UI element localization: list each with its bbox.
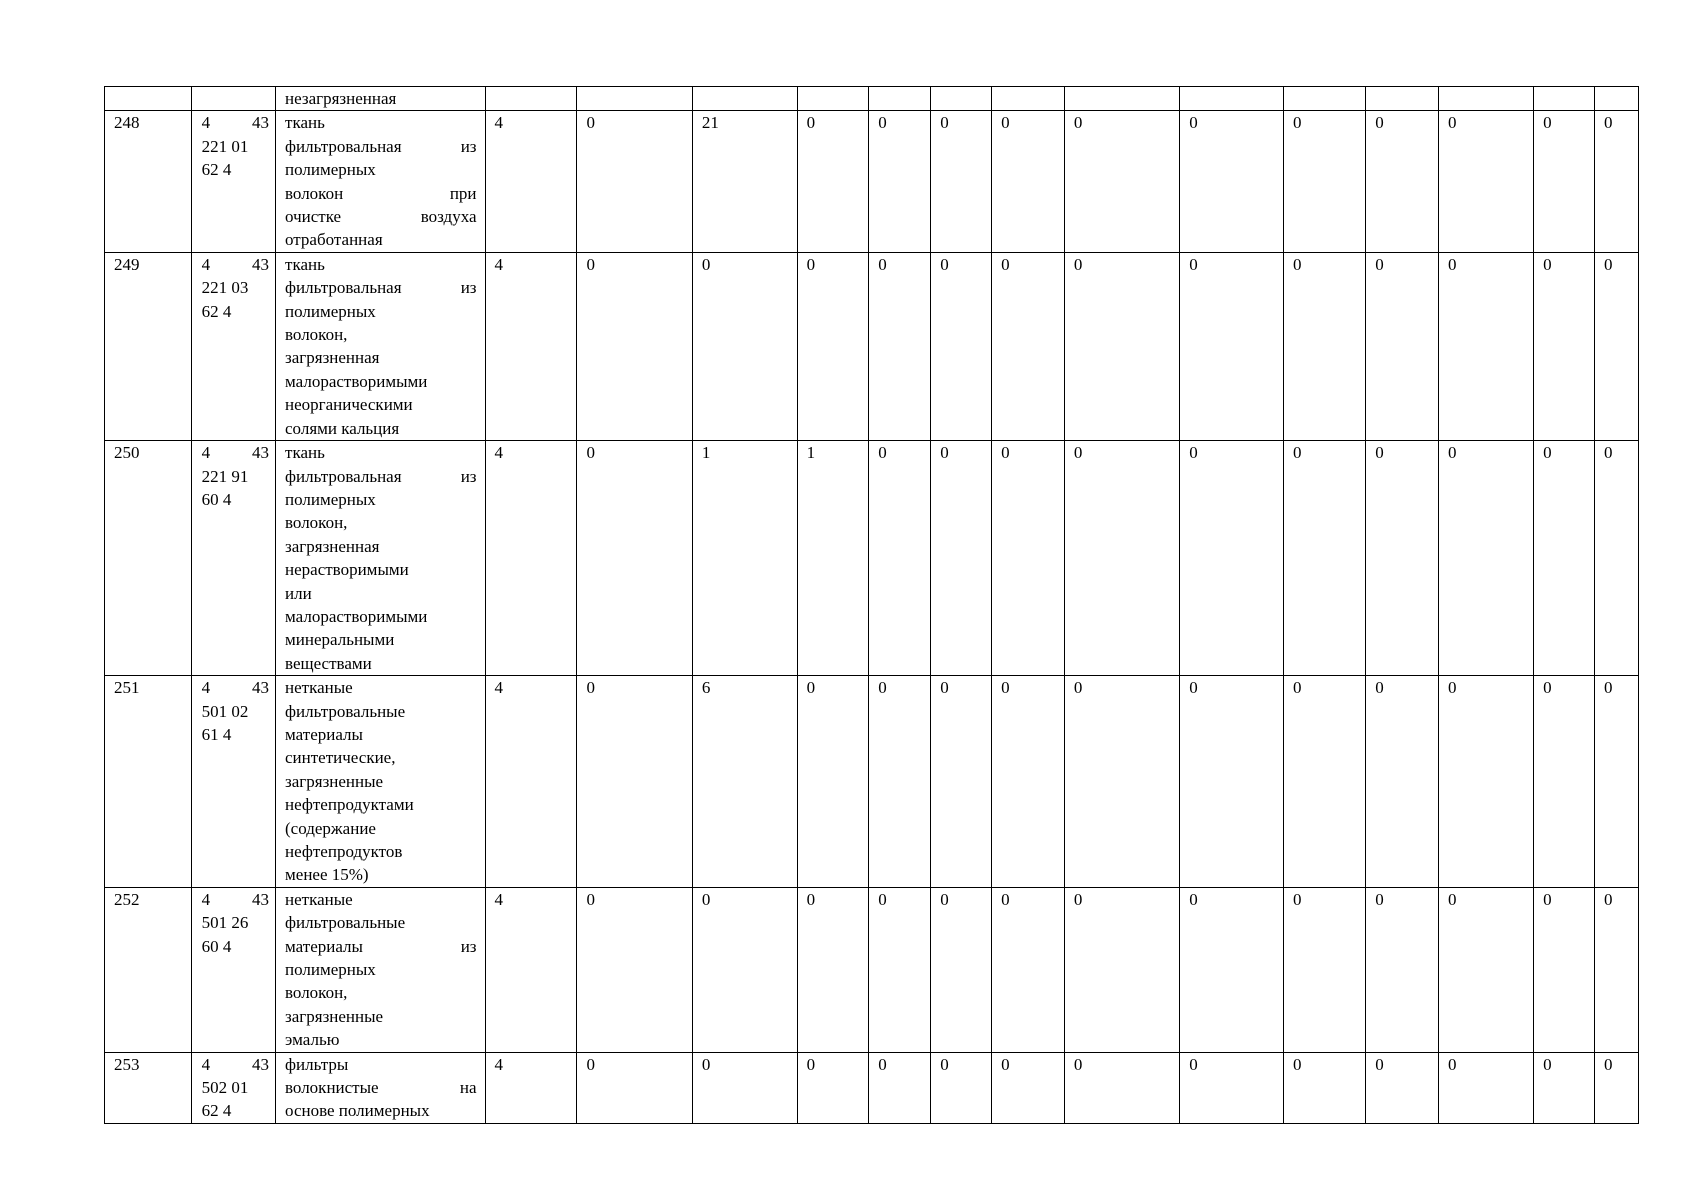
table-row	[105, 111, 1639, 252]
value-cell: 6	[692, 676, 797, 888]
value-cell: 0	[1534, 676, 1595, 888]
value-cell	[1438, 87, 1533, 111]
table-row	[105, 887, 1639, 1052]
value-cell: 0	[869, 252, 931, 440]
table-row	[105, 676, 1639, 888]
waste-code-cell	[191, 676, 275, 888]
waste-description-line: волокон,	[285, 513, 348, 533]
value-cell	[1283, 87, 1365, 111]
value-cell	[692, 87, 797, 111]
value-cell: 4	[485, 1052, 577, 1123]
value-cell: 0	[692, 1052, 797, 1123]
waste-description-cell	[276, 887, 486, 1052]
waste-code-cell	[191, 111, 275, 252]
value-cell: 0	[1595, 252, 1639, 440]
value-cell: 0	[577, 887, 692, 1052]
waste-code-line: 4 43	[201, 113, 270, 133]
waste-description-cell	[276, 441, 486, 676]
row-number-cell: 253	[105, 1052, 192, 1123]
value-cell: 0	[869, 887, 931, 1052]
value-cell: 4	[485, 676, 577, 888]
value-cell: 0	[797, 676, 869, 888]
row-number-cell: 251	[105, 676, 192, 888]
value-cell: 4	[485, 111, 577, 252]
waste-code-cell	[191, 887, 275, 1052]
value-cell: 0	[1595, 111, 1639, 252]
value-cell: 0	[1064, 887, 1179, 1052]
waste-description-line: веществами	[285, 653, 372, 673]
waste-description-cell	[276, 252, 486, 440]
value-cell: 0	[1180, 111, 1284, 252]
waste-description-line: незагрязненная	[285, 89, 397, 108]
waste-description-line: фильтры	[285, 1054, 349, 1074]
value-cell: 0	[869, 441, 931, 676]
value-cell	[577, 87, 692, 111]
waste-description-line: синтетические,	[285, 748, 396, 768]
waste-code-line: 4 43	[201, 443, 270, 463]
value-cell: 0	[1595, 1052, 1639, 1123]
waste-description-line: ткань	[285, 443, 325, 463]
value-cell: 0	[577, 252, 692, 440]
value-cell: 0	[1534, 441, 1595, 676]
waste-description-line: материалы	[285, 724, 363, 744]
value-cell: 0	[1595, 441, 1639, 676]
value-cell: 0	[1283, 676, 1365, 888]
value-cell: 0	[1366, 111, 1439, 252]
waste-code-line: 502 01	[201, 1078, 249, 1098]
value-cell: 0	[1064, 111, 1179, 252]
waste-description-line: малорастворимыми	[285, 371, 428, 391]
waste-description-line: ткань	[285, 254, 325, 274]
waste-code-line: 501 26	[201, 913, 249, 933]
waste-description-line: минеральными	[285, 630, 395, 650]
value-cell: 0	[1064, 1052, 1179, 1123]
waste-description-cell	[276, 1052, 486, 1123]
value-cell: 0	[869, 111, 931, 252]
waste-code-line: 4 43	[201, 1054, 270, 1074]
value-cell: 0	[992, 676, 1065, 888]
value-cell: 0	[1534, 111, 1595, 252]
waste-code-line: 4 43	[201, 889, 270, 909]
waste-description-line: эмалью	[285, 1030, 340, 1050]
value-cell: 0	[1438, 887, 1533, 1052]
waste-description-line: полимерных	[285, 160, 376, 180]
waste-code-line: 61 4	[201, 724, 232, 744]
waste-description-line: неорганическими	[285, 395, 413, 415]
value-cell: 0	[1534, 887, 1595, 1052]
value-cell: 0	[1534, 252, 1595, 440]
value-cell: 0	[577, 1052, 692, 1123]
waste-code-line: 221 03	[201, 278, 249, 298]
waste-code-cell	[191, 252, 275, 440]
row-number-cell: 252	[105, 887, 192, 1052]
value-cell: 0	[1366, 252, 1439, 440]
waste-description-line: фильтровальная из	[285, 466, 477, 486]
table-row	[105, 1052, 1639, 1123]
value-cell: 0	[1366, 887, 1439, 1052]
waste-description-line: нетканые	[285, 889, 353, 909]
waste-description-line: волокнистые на	[285, 1078, 477, 1098]
value-cell: 0	[931, 1052, 992, 1123]
waste-description-line: основе полимерных	[285, 1101, 430, 1121]
waste-description-line: волокон,	[285, 983, 348, 1003]
waste-description-cell	[276, 111, 486, 252]
value-cell: 0	[1180, 441, 1284, 676]
waste-description-line: загрязненная	[285, 536, 380, 556]
waste-description-line: материалы из	[285, 936, 477, 956]
waste-description-line: нефтепродуктов	[285, 842, 403, 861]
value-cell	[869, 87, 931, 111]
value-cell: 4	[485, 887, 577, 1052]
value-cell: 0	[797, 111, 869, 252]
waste-description-line: волокон,	[285, 325, 348, 345]
value-cell	[797, 87, 869, 111]
value-cell: 0	[931, 252, 992, 440]
value-cell: 0	[1438, 676, 1533, 888]
value-cell: 21	[692, 111, 797, 252]
waste-description-line: загрязненные	[285, 1006, 384, 1026]
waste-code-line: 60 4	[201, 936, 232, 956]
value-cell: 0	[1283, 1052, 1365, 1123]
waste-description-line: малорастворимыми	[285, 606, 428, 626]
value-cell: 0	[992, 441, 1065, 676]
value-cell: 0	[1366, 1052, 1439, 1123]
value-cell: 0	[1534, 1052, 1595, 1123]
value-cell: 0	[1180, 1052, 1284, 1123]
value-cell	[1366, 87, 1439, 111]
waste-description-line: менее 15%)	[285, 865, 369, 885]
value-cell: 0	[931, 676, 992, 888]
value-cell: 0	[1180, 252, 1284, 440]
value-cell	[931, 87, 992, 111]
waste-data-table	[104, 86, 1639, 1124]
waste-description-line: отработанная	[285, 230, 383, 250]
waste-code-line: 221 91	[201, 466, 249, 486]
value-cell: 0	[1064, 441, 1179, 676]
value-cell: 0	[931, 441, 992, 676]
waste-description-line: волокон при	[285, 183, 477, 203]
value-cell: 0	[797, 887, 869, 1052]
row-number-cell: 248	[105, 111, 192, 252]
value-cell: 0	[797, 252, 869, 440]
row-number-cell: 249	[105, 252, 192, 440]
waste-description-line: полимерных	[285, 489, 376, 509]
value-cell: 0	[1064, 676, 1179, 888]
value-cell: 0	[577, 111, 692, 252]
waste-description-line: солями кальция	[285, 418, 400, 438]
waste-description-line: полимерных	[285, 301, 376, 321]
waste-description-line: нефтепродуктами	[285, 795, 414, 815]
value-cell: 0	[1283, 111, 1365, 252]
waste-description-line: нерастворимыми	[285, 560, 409, 580]
value-cell: 0	[869, 676, 931, 888]
value-cell: 0	[992, 252, 1065, 440]
value-cell: 0	[1283, 252, 1365, 440]
waste-description-line: фильтровальные	[285, 701, 406, 721]
waste-description-line: загрязненные	[285, 771, 384, 791]
waste-description-line: полимерных	[285, 960, 376, 980]
value-cell: 0	[1438, 441, 1533, 676]
waste-code-line: 501 02	[201, 701, 249, 721]
value-cell: 0	[1366, 676, 1439, 888]
value-cell: 4	[485, 252, 577, 440]
value-cell: 0	[1064, 252, 1179, 440]
waste-code-line: 4 43	[201, 678, 270, 698]
value-cell: 0	[992, 887, 1065, 1052]
row-number-cell: 250	[105, 441, 192, 676]
value-cell	[1534, 87, 1595, 111]
value-cell: 0	[1283, 887, 1365, 1052]
waste-description-line: фильтровальные	[285, 913, 406, 933]
value-cell: 0	[797, 1052, 869, 1123]
waste-description-cell	[276, 676, 486, 888]
waste-code-line: 221 01	[201, 136, 249, 156]
waste-code-line: 60 4	[201, 489, 232, 509]
waste-code-cell	[191, 441, 275, 676]
value-cell: 0	[869, 1052, 931, 1123]
value-cell: 0	[992, 1052, 1065, 1123]
waste-description-line: очистке воздуха	[285, 207, 477, 227]
value-cell	[1064, 87, 1179, 111]
table-body	[105, 87, 1639, 1124]
waste-description-line: фильтровальная из	[285, 278, 477, 298]
value-cell: 0	[1180, 887, 1284, 1052]
value-cell: 0	[1180, 676, 1284, 888]
table-row	[105, 87, 1639, 111]
table-row	[105, 252, 1639, 440]
value-cell: 0	[992, 111, 1065, 252]
value-cell: 0	[577, 441, 692, 676]
waste-description-line: ткань	[285, 113, 325, 133]
value-cell: 0	[931, 111, 992, 252]
value-cell	[1180, 87, 1284, 111]
value-cell: 1	[797, 441, 869, 676]
waste-code-cell	[191, 87, 275, 111]
waste-code-cell	[191, 1052, 275, 1123]
waste-description-line: фильтровальная из	[285, 136, 477, 156]
value-cell: 0	[1366, 441, 1439, 676]
waste-description-line: нетканые	[285, 678, 353, 698]
value-cell: 0	[577, 676, 692, 888]
value-cell: 0	[1438, 252, 1533, 440]
row-number-cell	[105, 87, 192, 111]
waste-description-line: или	[285, 583, 312, 603]
value-cell: 0	[1438, 1052, 1533, 1123]
waste-description-line: (содержание	[285, 818, 376, 838]
waste-code-line: 62 4	[201, 1101, 232, 1121]
waste-code-line: 62 4	[201, 160, 232, 180]
value-cell	[992, 87, 1065, 111]
value-cell: 0	[1595, 676, 1639, 888]
waste-code-line: 62 4	[201, 301, 232, 321]
value-cell	[485, 87, 577, 111]
value-cell: 4	[485, 441, 577, 676]
value-cell: 0	[931, 887, 992, 1052]
value-cell: 0	[692, 887, 797, 1052]
value-cell: 1	[692, 441, 797, 676]
value-cell: 0	[692, 252, 797, 440]
waste-description-line: загрязненная	[285, 348, 380, 368]
table-row	[105, 441, 1639, 676]
value-cell	[1595, 87, 1639, 111]
value-cell: 0	[1595, 887, 1639, 1052]
waste-code-line: 4 43	[201, 254, 270, 274]
value-cell: 0	[1283, 441, 1365, 676]
waste-description-cell	[276, 87, 486, 111]
value-cell: 0	[1438, 111, 1533, 252]
